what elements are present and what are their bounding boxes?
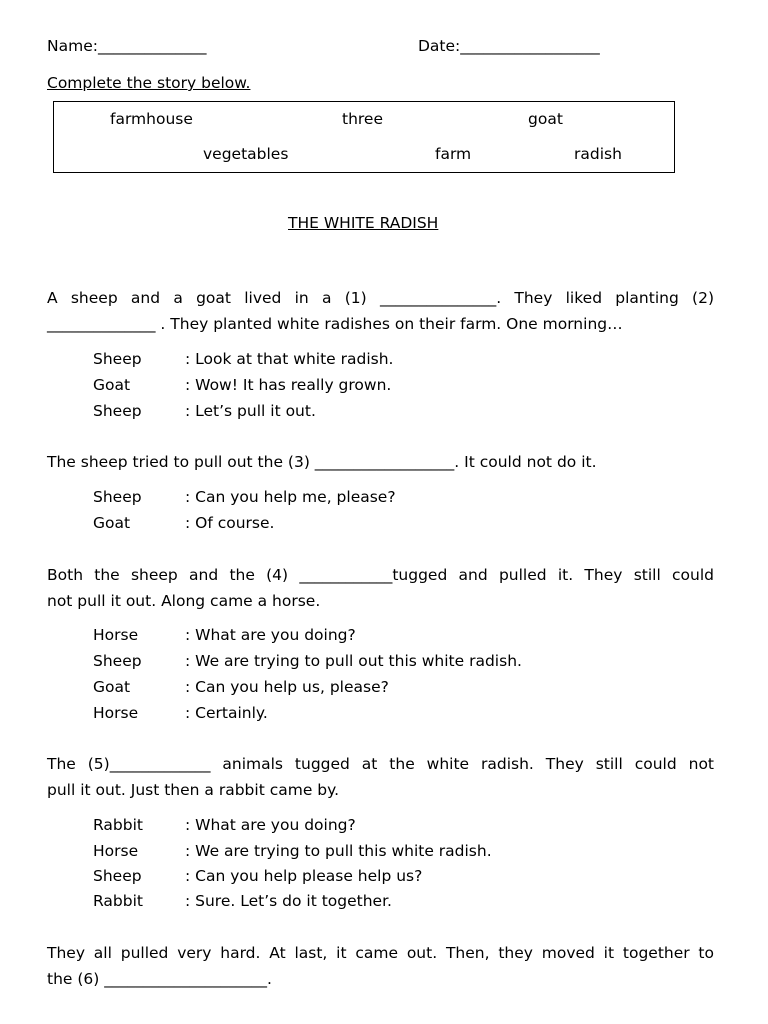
dialogue-line: : What are you doing? [185, 816, 356, 834]
story-paragraph-line: pull it out. Just then a rabbit came by. [47, 781, 340, 799]
dialogue-line: : We are trying to pull this white radish. [185, 842, 492, 860]
dialogue-speaker: Goat [93, 514, 131, 532]
dialogue-speaker: Horse [93, 842, 139, 860]
story-title: THE WHITE RADISH [288, 214, 439, 232]
story-paragraph-line: They all pulled very hard. At last, it came out. Then, they moved it together to [47, 944, 714, 962]
story-paragraph-line: The sheep tried to pull out the (3) __________________. It could not do it. [47, 453, 597, 471]
dialogue-speaker: Rabbit [93, 816, 143, 834]
dialogue-line: : We are trying to pull out this white radish. [185, 652, 522, 670]
dialogue-speaker: Rabbit [93, 892, 143, 910]
story-paragraph-line: ______________ . They planted white radishes on their farm. One morning… [47, 315, 623, 333]
dialogue-line: : Can you help please help us? [185, 867, 423, 885]
story-paragraph-line: the (6) _____________________. [47, 970, 272, 988]
story-paragraph-line: A sheep and a goat lived in a (1) _______________. They liked planting (2) [47, 289, 714, 307]
dialogue-line: : Certainly. [185, 704, 268, 722]
word-bank-item: three [342, 110, 384, 128]
story-paragraph-line: The (5)_____________ animals tugged at the white radish. They still could not [47, 755, 714, 773]
story-paragraph-line: not pull it out. Along came a horse. [47, 592, 321, 610]
word-bank-item: farmhouse [110, 110, 193, 128]
dialogue-line: : Wow! It has really grown. [185, 376, 392, 394]
dialogue-line: : Sure. Let’s do it together. [185, 892, 392, 910]
dialogue-speaker: Goat [93, 678, 131, 696]
dialogue-line: : Can you help us, please? [185, 678, 389, 696]
dialogue-line: : Look at that white radish. [185, 350, 394, 368]
word-bank-item: radish [574, 145, 622, 163]
date-field-label: Date:__________________ [418, 37, 600, 55]
name-field-label: Name:______________ [47, 37, 207, 55]
word-bank-item: vegetables [203, 145, 289, 163]
dialogue-speaker: Sheep [93, 867, 142, 885]
dialogue-line: : Of course. [185, 514, 275, 532]
word-bank-item: farm [435, 145, 472, 163]
word-bank-item: goat [528, 110, 563, 128]
dialogue-line: : Can you help me, please? [185, 488, 396, 506]
dialogue-speaker: Sheep [93, 488, 142, 506]
dialogue-speaker: Goat [93, 376, 131, 394]
dialogue-speaker: Sheep [93, 652, 142, 670]
dialogue-speaker: Sheep [93, 350, 142, 368]
dialogue-speaker: Sheep [93, 402, 142, 420]
dialogue-line: : What are you doing? [185, 626, 356, 644]
dialogue-speaker: Horse [93, 626, 139, 644]
instruction-heading: Complete the story below. [47, 74, 251, 92]
dialogue-speaker: Horse [93, 704, 139, 722]
story-paragraph-line: Both the sheep and the (4) ____________tugged and pulled it. They still could [47, 566, 714, 584]
dialogue-line: : Let’s pull it out. [185, 402, 316, 420]
